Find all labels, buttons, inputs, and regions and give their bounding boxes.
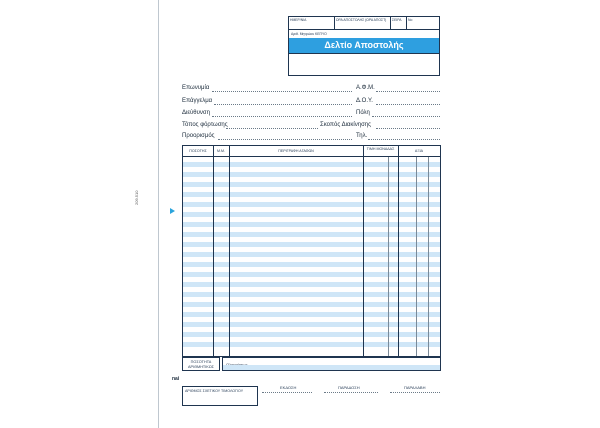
table-row[interactable] — [183, 342, 440, 347]
quantity-numeric-box[interactable]: ΠΟΣΟΤΗΤΑ ΑΡΙΘΜΗΤΙΚΩΣ — [182, 357, 220, 371]
page-title: Δελτίο Αποστολής — [289, 38, 439, 53]
vat-label: Α.Φ.Μ. — [356, 85, 375, 91]
table-row[interactable] — [183, 332, 440, 337]
vat-input-line[interactable] — [376, 91, 440, 92]
phone-label: Τηλ. — [356, 133, 368, 139]
col-unit: Μ.Μ. — [217, 149, 225, 153]
city-input-line[interactable] — [372, 116, 440, 117]
table-row[interactable] — [183, 262, 440, 267]
table-row[interactable] — [183, 172, 440, 177]
col-value: ΑΞΙΑ — [414, 149, 424, 153]
table-row[interactable] — [183, 282, 440, 287]
table-row[interactable] — [183, 182, 440, 187]
decimal-divider — [428, 157, 429, 356]
words-band — [223, 365, 440, 370]
address-label: Διεύθυνση — [182, 110, 210, 116]
received-label: ΠΑΡΑΛΑΒΗ — [404, 385, 426, 390]
tax-office-input-line[interactable] — [376, 104, 440, 105]
table-row[interactable] — [183, 162, 440, 167]
date-label: ΗΜΕΡ/ΝΙΑ — [290, 18, 307, 22]
table-row[interactable] — [183, 252, 440, 257]
header-box — [288, 16, 440, 76]
invoice-ref-label: ΑΡΙΘΜΟΣ ΣΧΕΤΙΚΟΥ ΤΙΜΟΛΟΓΙΟΥ — [185, 389, 244, 393]
table-row[interactable] — [183, 272, 440, 277]
loading-place-input-line[interactable] — [226, 128, 318, 129]
col-divider — [398, 146, 399, 356]
date-field[interactable] — [289, 17, 335, 29]
stub-code: 209.510 — [134, 190, 139, 205]
table-row[interactable] — [183, 242, 440, 247]
table-row[interactable] — [183, 312, 440, 317]
brand-logo: nai — [172, 376, 180, 382]
name-label: Επωνυμία — [182, 85, 210, 91]
address-input-line[interactable] — [212, 116, 352, 117]
table-row[interactable] — [183, 192, 440, 197]
issued-label: ΕΚΔΟΣΗ — [280, 385, 297, 390]
phone-input-line[interactable] — [368, 139, 440, 140]
name-input-line[interactable] — [212, 91, 352, 92]
series-label: ΣΕΙΡΑ — [392, 18, 402, 22]
decimal-divider — [388, 157, 389, 356]
decimal-divider — [416, 157, 417, 356]
city-label: Πόλη — [356, 110, 370, 116]
table-row[interactable] — [183, 302, 440, 307]
table-row[interactable] — [183, 202, 440, 207]
table-row[interactable] — [183, 212, 440, 217]
issued-signature-line[interactable] — [262, 392, 312, 393]
received-signature-line[interactable] — [390, 392, 440, 393]
destination-label: Προορισμός — [182, 133, 215, 139]
time-label: ΩΡΑ ΑΠΟΣΤΟΛΗΣ (ΩΡΑ ΑΠΟΣΤ) — [336, 18, 387, 22]
table-row[interactable] — [183, 232, 440, 237]
col-unit-price: ΤΙΜΗ ΜΟΝΑΔΑΣ — [366, 147, 395, 151]
time-field[interactable] — [335, 17, 391, 29]
delivered-signature-line[interactable] — [324, 392, 378, 393]
stub-perforation-line — [158, 0, 159, 428]
profession-input-line[interactable] — [214, 104, 352, 105]
delivered-label: ΠΑΡΑΔΟΣΗ — [338, 385, 360, 390]
arrow-marker-icon — [170, 208, 175, 214]
number-field[interactable] — [407, 17, 439, 29]
col-description: ΠΕΡΙΓΡΑΦΗ ΑΓΑΘΩΝ — [278, 149, 314, 153]
col-divider — [213, 146, 214, 356]
table-row[interactable] — [183, 322, 440, 327]
series-field[interactable] — [391, 17, 407, 29]
purpose-input-line[interactable] — [376, 128, 440, 129]
col-quantity: ΠΟΣΟΤΗΣ — [189, 149, 207, 153]
purpose-label: Σκοπός Διακίνησης — [320, 122, 372, 128]
table-row[interactable] — [183, 292, 440, 297]
table-row[interactable] — [183, 222, 440, 227]
table-header-divider — [183, 156, 440, 157]
number-label: Νο — [408, 18, 413, 22]
amount-in-words-box[interactable] — [222, 357, 441, 371]
title-divider — [289, 53, 439, 54]
col-divider — [363, 146, 364, 356]
loading-place-label: Τόπος φόρτωσης — [182, 122, 228, 128]
col-divider — [229, 146, 230, 356]
tax-office-label: Δ.Ο.Υ. — [356, 98, 373, 104]
profession-label: Επάγγελμα — [182, 98, 213, 104]
invoice-ref-box[interactable] — [182, 386, 258, 406]
registry-field: Αριθ. Μητρώου ΚΕΠΥΟ — [291, 32, 327, 36]
destination-input-line[interactable] — [218, 139, 352, 140]
items-table — [182, 145, 441, 357]
